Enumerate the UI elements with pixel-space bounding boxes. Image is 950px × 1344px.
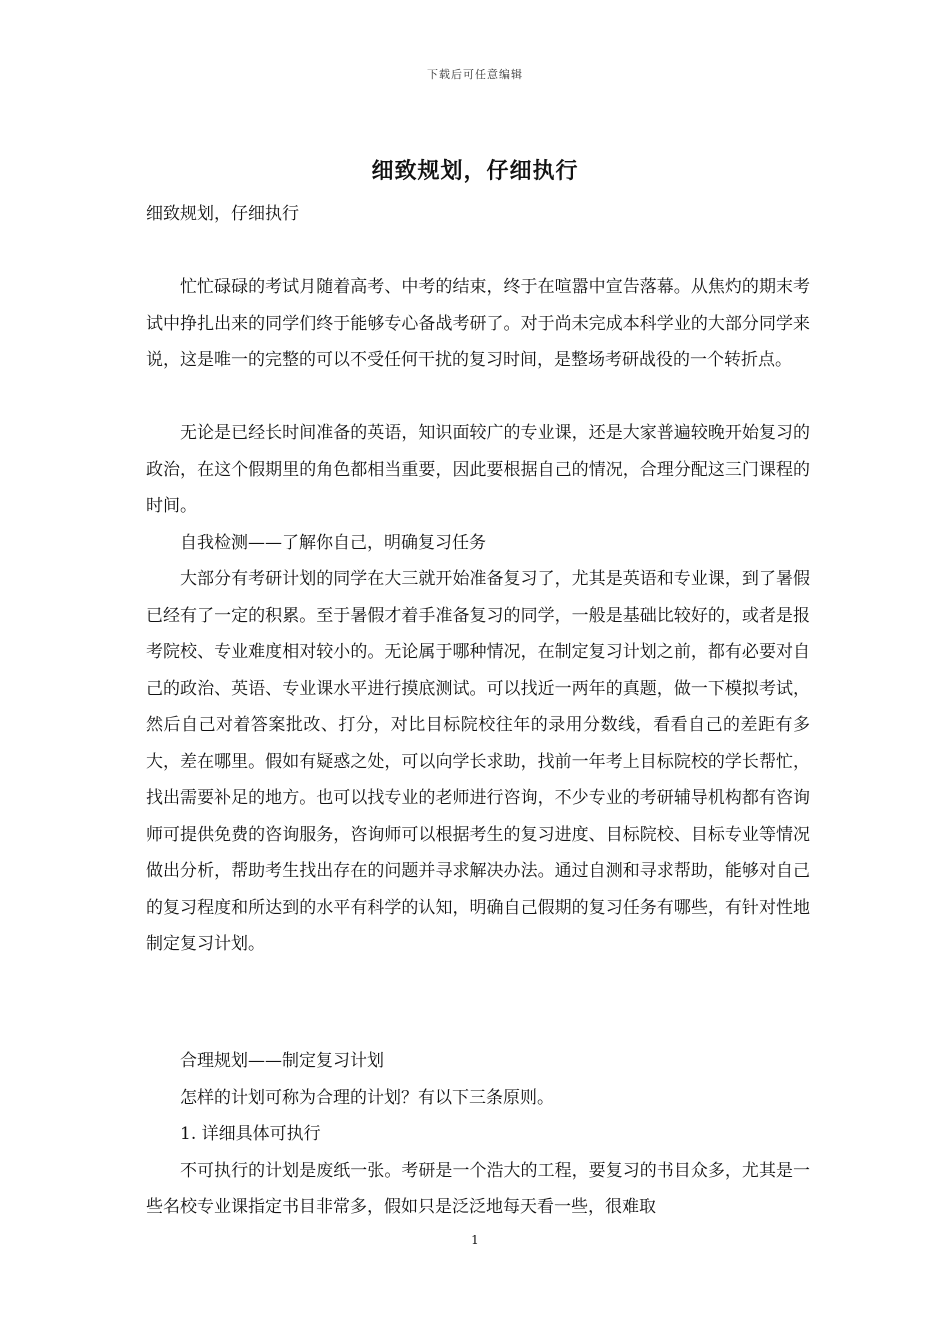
header-note: 下载后可任意编辑 — [427, 68, 523, 81]
document-subtitle: 细致规划，仔细执行 — [146, 204, 299, 224]
paragraph: 不可执行的计划是废纸一张。考研是一个浩大的工程，要复习的书目众多，尤其是一些名校专业课指定书目非常多，假如只是泛泛地每天看一些，很难取 — [146, 1160, 810, 1217]
section-heading: 自我检测——了解你自己，明确复习任务 — [180, 532, 486, 553]
body-block-main — [146, 415, 810, 963]
paragraph: 无论是已经长时间准备的英语，知识面较广的专业课，还是大家普遍较晚开始复习的政治，在这个假期里的角色都相当重要，因此要根据自己的情况，合理分配这三门课程的时间。 — [146, 423, 810, 516]
body-block-intro — [146, 269, 810, 379]
list-item-heading: 1. 详细具体可执行 — [180, 1124, 321, 1144]
paragraph: 忙忙碌碌的考试月随着高考、中考的结束，终于在喧嚣中宣告落幕。从焦灼的期末考试中挣扎出来的同学们终于能够专心备战考研了。对于尚未完成本科学业的大部分同学来说，这是唯一的完整的可以不受任何干扰的复习时间，是整场考研战役的一个转折点。 — [146, 277, 810, 370]
page-number: 1 — [471, 1233, 479, 1247]
document-title: 细致规划，仔细执行 — [371, 158, 579, 184]
paragraph: 怎样的计划可称为合理的计划？有以下三条原则。 — [180, 1087, 554, 1108]
paragraph: 大部分有考研计划的同学在大三就开始准备复习了，尤其是英语和专业课，到了暑假已经有了一定的积累。至于暑假才着手准备复习的同学，一般是基础比较好的，或者是报考院校、专业难度相对较小的。无论属于哪种情况，在制定复习计划之前，都有必要对自己的政治、英语、专业课水平进行摸底测试。可以找近一两年的真题，做一下模拟考试，然后自己对着答案批改、打分，对比目标院校往年的录用分数线，看看自己的差距有多大，差在哪里。假如有疑惑之处，可以向学长求助，找前一年考上目标院校的学长帮忙，找出需要补足的地方。也可以找专业的老师进行咨询，不少专业的考研辅导机构都有咨询师可提供免费的咨询服务，咨询师可以根据考生的复习进度、目标院校、目标专业等情况做出分析，帮助考生找出存在的问题并寻求解决办法。通过自测和寻求帮助，能够对自己的复习程度和所达到的水平有科学的认知，明确自己假期的复习任务有哪些，有针对性地制定复习计划。 — [146, 569, 810, 954]
body-block-plan — [146, 1043, 810, 1226]
section-heading: 合理规划——制定复习计划 — [180, 1051, 384, 1071]
